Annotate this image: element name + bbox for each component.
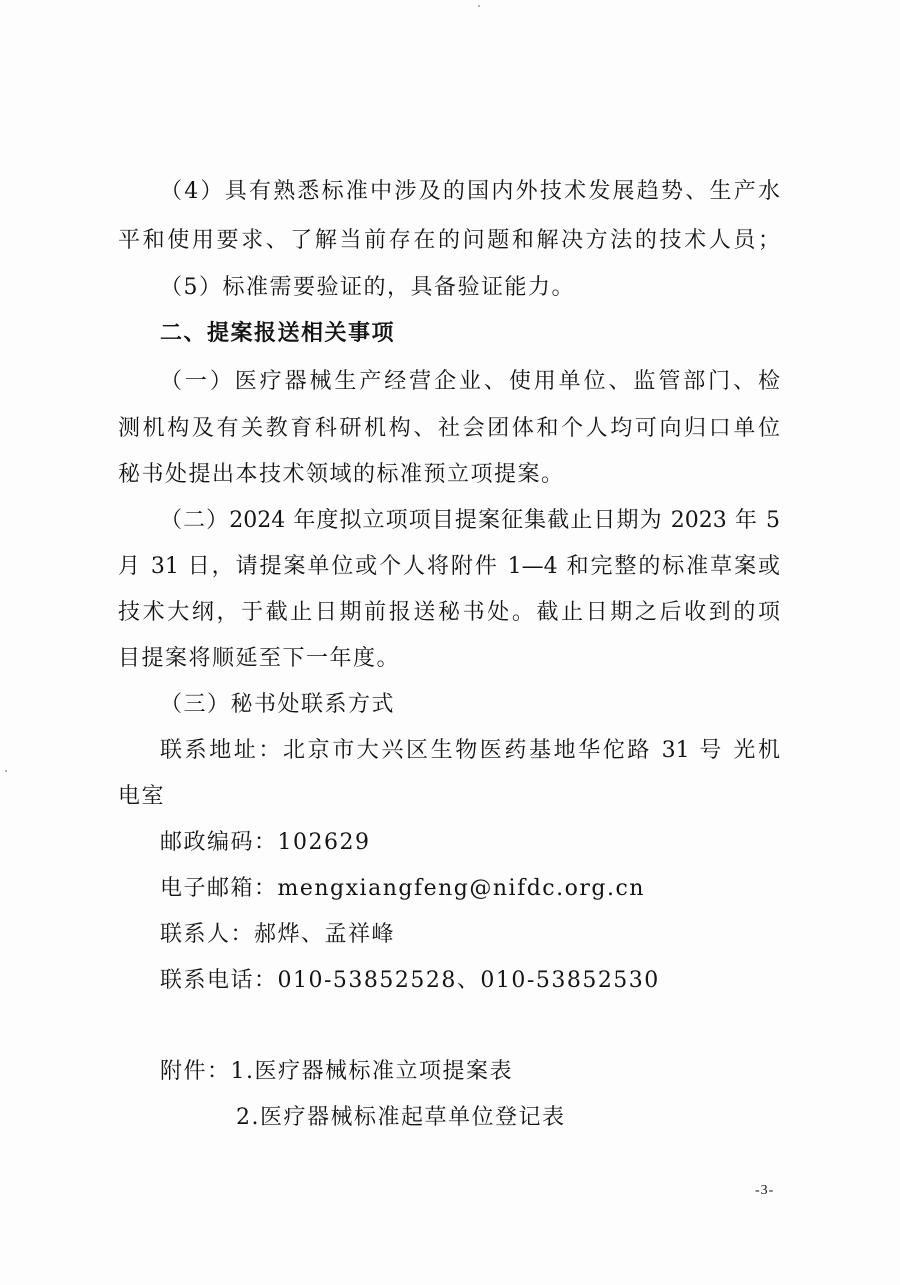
contact-subheading: （三）秘书处联系方式: [160, 692, 396, 717]
contact-person: 联系人：郝烨、孟祥峰: [160, 922, 396, 947]
scan-speck: [5, 770, 7, 772]
paragraph-line-1: （4）具有熟悉标准中涉及的国内外技术发展趋势、生产水: [160, 179, 780, 204]
contact-address-cont: 电室: [118, 784, 166, 809]
contact-address: 联系地址：北京市大兴区生物医药基地华佗路 31 号 光机: [160, 738, 780, 763]
contact-phone: 联系电话：010-53852528、010-53852530: [160, 968, 660, 993]
paragraph-line-3: （5）标准需要验证的，具备验证能力。: [160, 275, 575, 300]
paragraph-line-7: 秘书处提出本技术领域的标准预立项提案。: [118, 462, 565, 487]
section-heading: 二、提案报送相关事项: [160, 321, 396, 346]
contact-postcode: 邮政编码：102629: [160, 830, 371, 855]
paragraph-line-5: （一）医疗器械生产经营企业、使用单位、监管部门、检: [160, 369, 780, 394]
paragraph-line-2: 平和使用要求、了解当前存在的问题和解决方法的技术人员；: [118, 228, 780, 253]
scan-speck: [478, 5, 480, 7]
page-number: -3-: [755, 1183, 775, 1198]
paragraph-line-6: 测机构及有关教育科研机构、社会团体和个人均可向归口单位: [118, 416, 780, 441]
paragraph-line-10: 技术大纲，于截止日期前报送秘书处。截止日期之后收到的项: [118, 600, 780, 625]
contact-email: 电子邮箱：mengxiangfeng@nifdc.org.cn: [160, 876, 645, 901]
paragraph-line-11: 目提案将顺延至下一年度。: [118, 646, 401, 671]
attachment-2: 2.医疗器械标准起草单位登记表: [236, 1105, 566, 1130]
attachment-1: 附件：1.医疗器械标准立项提案表: [160, 1059, 513, 1084]
paragraph-line-8: （二）2024 年度拟立项项目提案征集截止日期为 2023 年 5: [160, 508, 780, 533]
paragraph-line-9: 月 31 日，请提案单位或个人将附件 1—4 和完整的标准草案或: [118, 554, 780, 579]
